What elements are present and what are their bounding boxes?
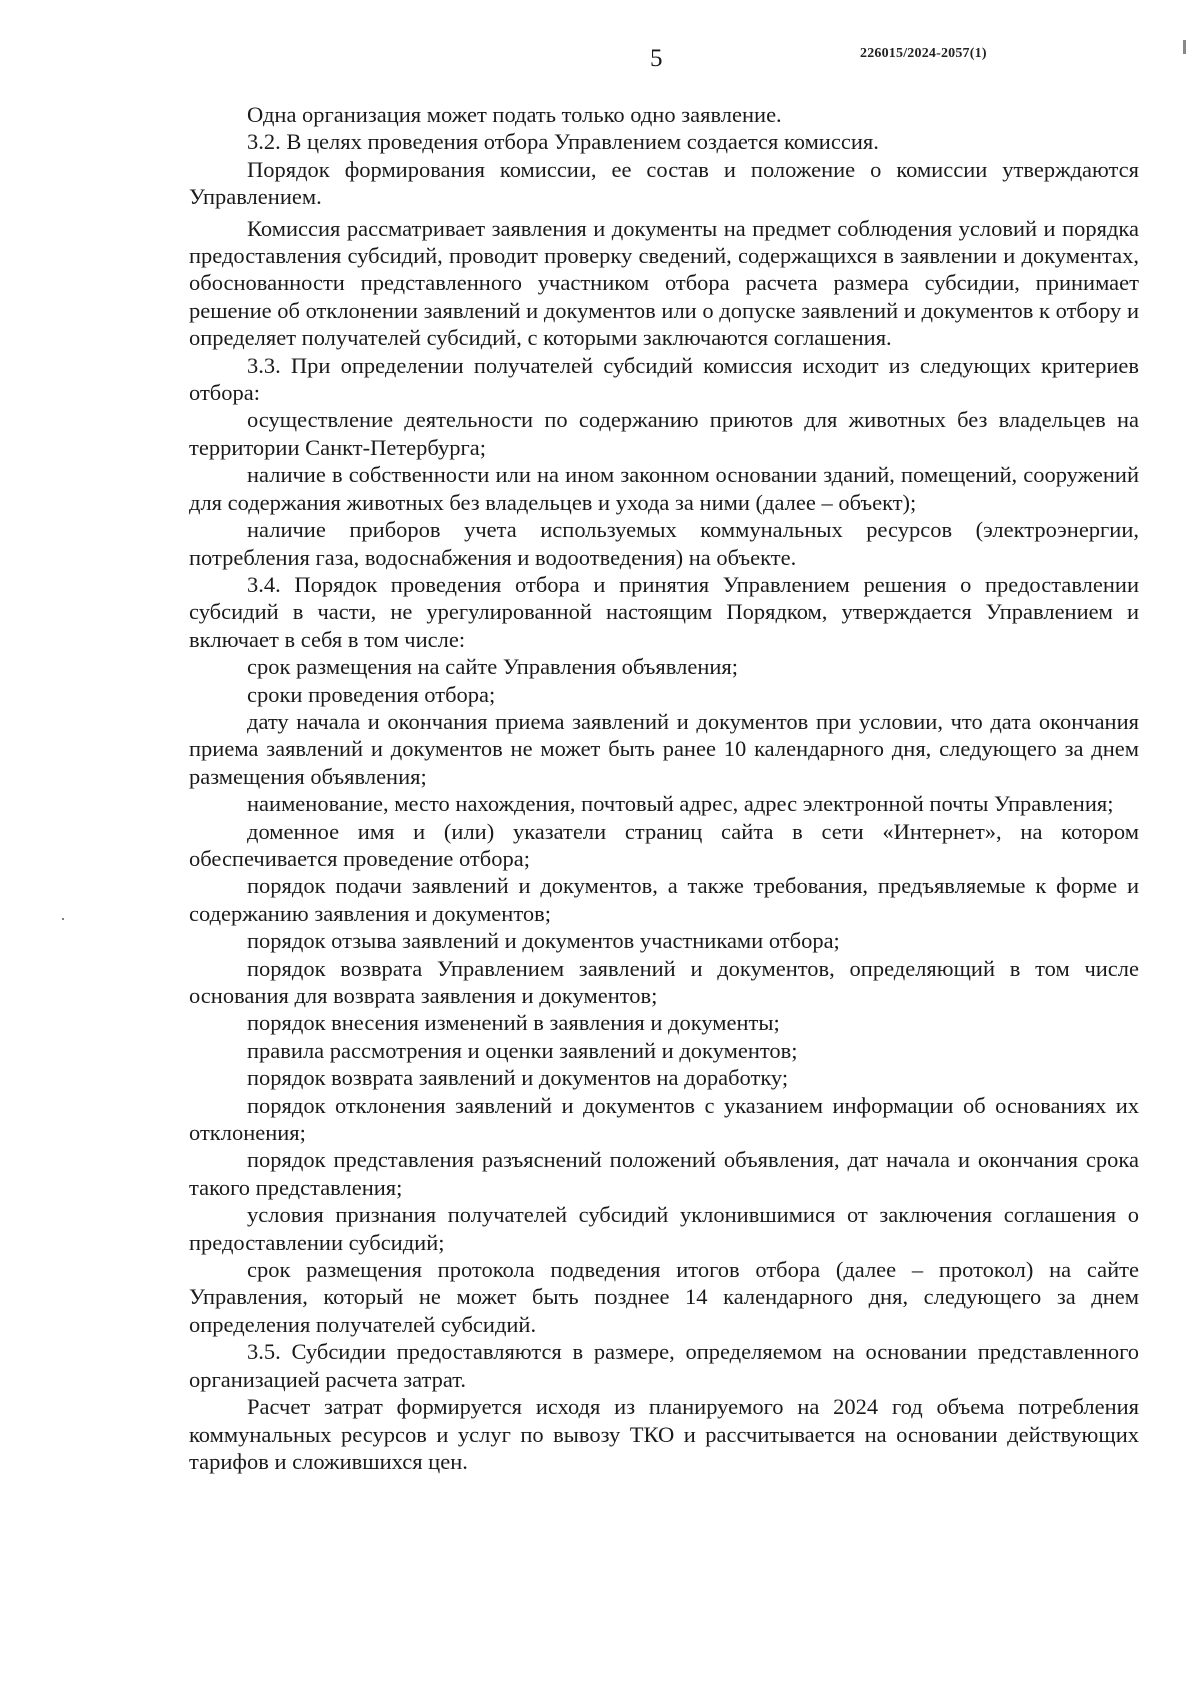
scan-speck	[62, 918, 64, 920]
paragraph: правила рассмотрения и оценки заявлений и документов;	[247, 1037, 798, 1063]
document-body	[189, 101, 1139, 1475]
paragraph: наличие приборов учета используемых коммунальных ресурсов (электроэнергии, потребления газа, водоснабжения и водоотведения) на объекте.	[189, 517, 1139, 570]
paragraph: порядок возврата Управлением заявлений и документов, определяющий в том числе основания для возврата заявления и документов;	[189, 955, 1139, 1008]
paragraph: порядок представления разъяснений положений объявления, дат начала и окончания срока такого представления;	[189, 1147, 1139, 1200]
paragraph: порядок отзыва заявлений и документов участниками отбора;	[247, 928, 840, 954]
paragraph: 3.3. При определении получателей субсидий комиссия исходит из следующих критериев отбора:	[189, 352, 1139, 406]
paragraph: 3.2. В целях проведения отбора Управлением создается комиссия.	[247, 129, 879, 155]
paragraph: срок размещения протокола подведения итогов отбора (далее – протокол) на сайте Управления, который не может быть позднее 14 календарного дня, следующего за днем определения получателей субсидий.	[189, 1257, 1139, 1337]
paragraph: срок размещения на сайте Управления объявления;	[247, 654, 739, 680]
document-code: 226015/2024-2057(1)	[860, 46, 987, 61]
paragraph: Одна организация может подать только одно заявление.	[247, 102, 782, 127]
paragraph: дату начала и окончания приема заявлений и документов при условии, что дата окончания приема заявлений и документов не может быть ранее 10 календарного дня, следующего за днем размещения объявления;	[189, 708, 1139, 789]
paragraph: порядок внесения изменений в заявления и документы;	[247, 1010, 780, 1036]
paragraph: условия признания получателей субсидий уклонившимися от заключения соглашения о предоставлении субсидий;	[189, 1202, 1139, 1255]
paragraph: порядок отклонения заявлений и документов с указанием информации об основаниях их отклонения;	[189, 1092, 1139, 1146]
paragraph: Комиссия рассматривает заявления и документы на предмет соблюдения условий и порядка предоставления субсидий, проводит проверку сведений, содержащихся в заявлении и документах, обоснованности представленного участником отбора расчета размера субсидии, принимает решение об отклонении заявлений и документов или о допуске заявлений и документов к отбору и определяет получателей субсидий, с которыми заключаются соглашения.	[189, 215, 1139, 351]
paragraph: Порядок формирования комиссии, ее состав и положение о комиссии утверждаются Управлением.	[189, 156, 1139, 210]
paragraph: доменное имя и (или) указатели страниц сайта в сети «Интернет», на котором обеспечивается проведение отбора;	[189, 818, 1139, 871]
paragraph: сроки проведения отбора;	[247, 681, 496, 707]
paragraph: Расчет затрат формируется исходя из планируемого на 2024 год объема потребления коммунальных ресурсов и услуг по вывозу ТКО и рассчитывается на основании действующих тарифов и сложившихся цен.	[189, 1394, 1139, 1474]
paragraph: наличие в собственности или на ином законном основании зданий, помещений, сооружений для содержания животных без владельцев и ухода за ними (далее – объект);	[189, 462, 1139, 515]
page-number: 5	[650, 45, 663, 72]
paragraph: осуществление деятельности по содержанию приютов для животных без владельцев на территории Санкт-Петербурга;	[189, 407, 1139, 460]
paragraph: порядок возврата заявлений и документов на доработку;	[247, 1065, 789, 1091]
scan-mark	[1183, 40, 1186, 54]
paragraph: 3.5. Субсидии предоставляются в размере, определяемом на основании представленного организацией расчета затрат.	[189, 1339, 1139, 1392]
paragraph: наименование, место нахождения, почтовый адрес, адрес электронной почты Управления;	[247, 791, 1114, 817]
paragraph: 3.4. Порядок проведения отбора и принятия Управлением решения о предоставлении субсидий в части, не урегулированной настоящим Порядком, утверждается Управлением и включает в себя в том числе:	[189, 571, 1139, 652]
paragraph: порядок подачи заявлений и документов, а также требования, предъявляемые к форме и содержанию заявления и документов;	[189, 873, 1139, 926]
